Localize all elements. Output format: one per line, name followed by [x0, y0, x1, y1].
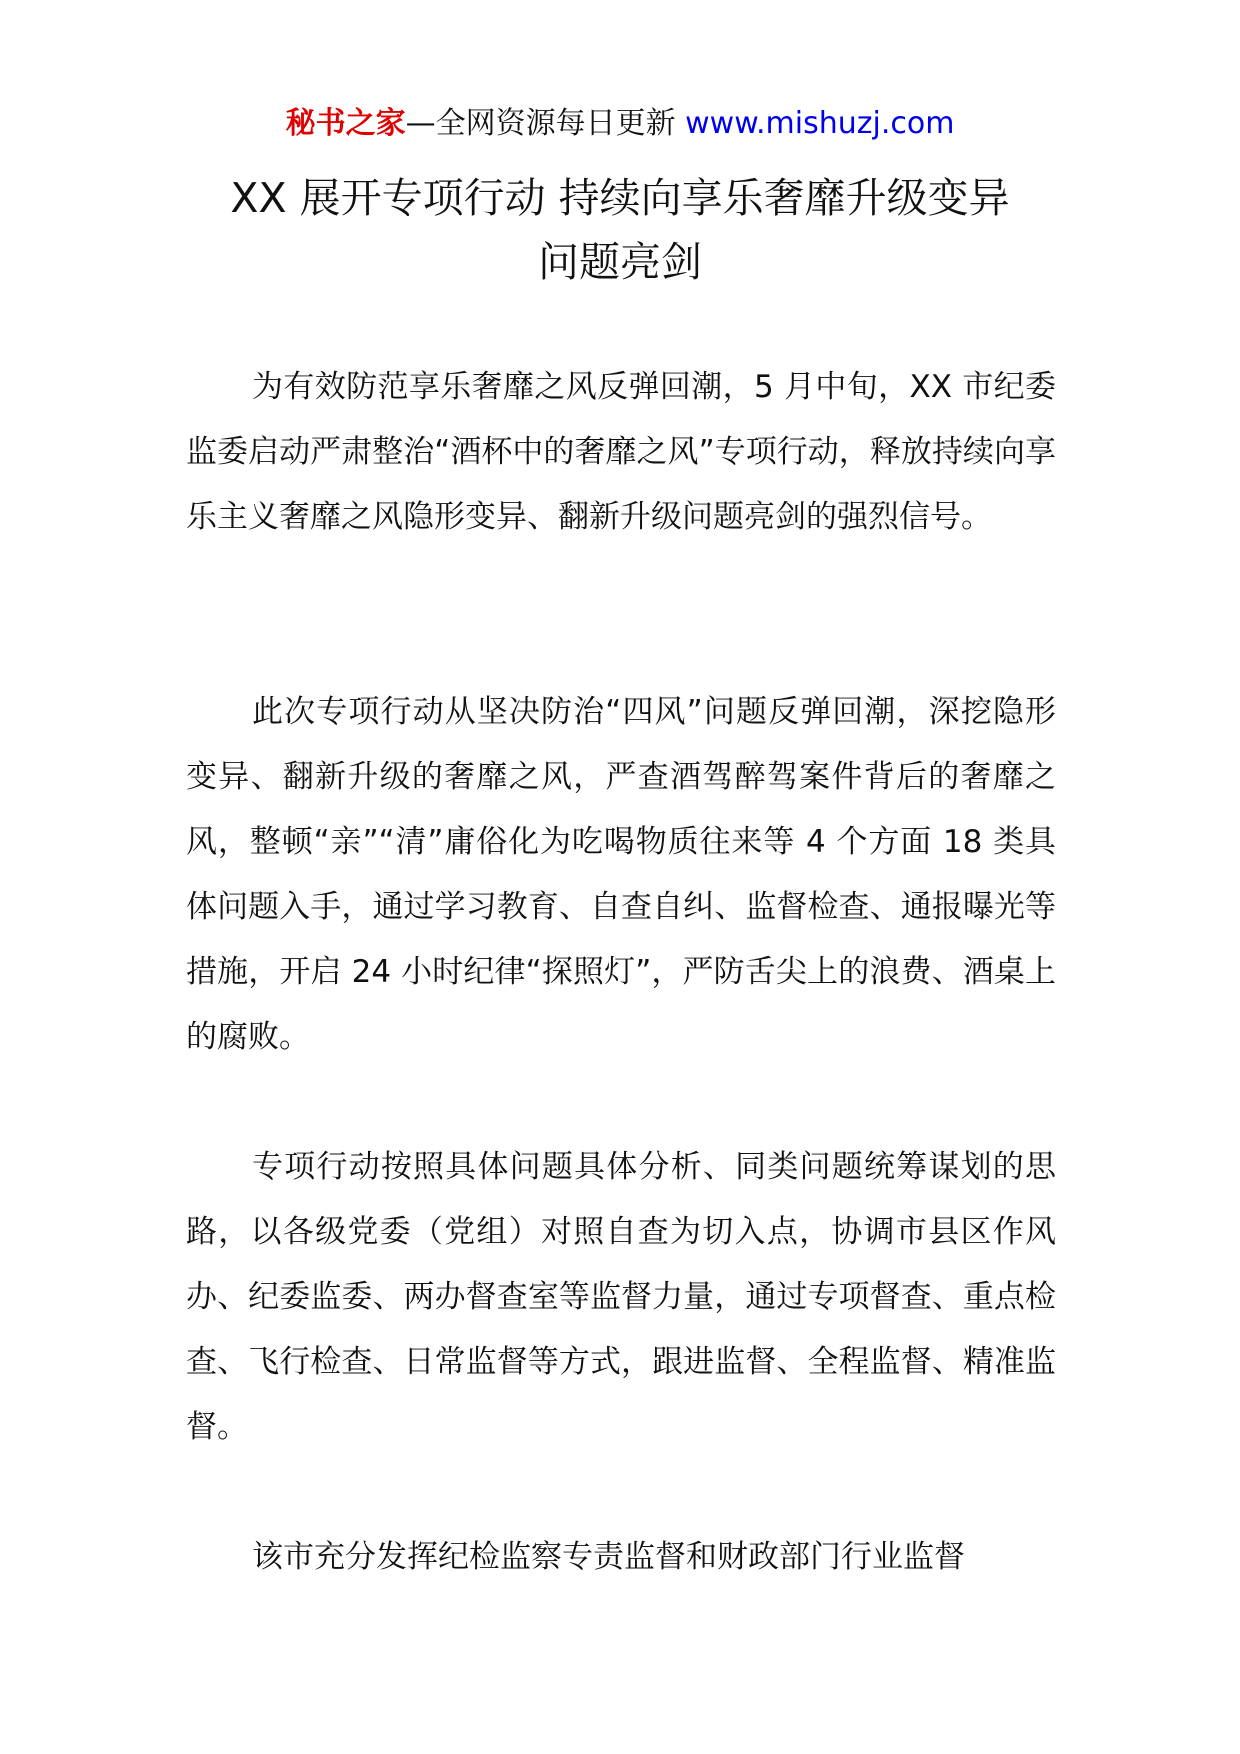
title-line-1: XX 展开专项行动 持续向享乐奢靡升级变异 [230, 174, 1010, 222]
header-tagline: —全网资源每日更新 [405, 106, 676, 141]
site-url-link[interactable]: www.mishuzj.com [685, 106, 955, 141]
paragraph-1: 为有效防范享乐奢靡之风反弹回潮，5 月中旬，XX 市纪委监委启动严肃整治“酒杯中的奢靡之风”专项行动，释放持续向享乐主义奢靡之风隐形变异、翻新升级问题亮剑的强烈信号。 [186, 369, 1056, 535]
site-header [0, 104, 1240, 144]
document-title [150, 166, 1090, 294]
paragraph-2: 此次专项行动从坚决防治“四风”问题反弹回潮，深挖隐形变异、翻新升级的奢靡之风，严查酒驾醉驾案件背后的奢靡之风，整顿“亲”“清”庸俗化为吃喝物质往来等 4 个方面 18 类具体问题入手，通过学习教育、自查自纠、监督检查、通报曝光等措施，开启 24 小时纪律“探照灯”，严防舌尖上的浪费、酒桌上的腐败。 [186, 694, 1056, 1055]
paragraph-3: 专项行动按照具体问题具体分析、同类问题统筹谋划的思路，以各级党委（党组）对照自查为切入点，协调市县区作风办、纪委监委、两办督查室等监督力量，通过专项督查、重点检查、飞行检查、日常监督等方式，跟进监督、全程监督、精准监督。 [186, 1149, 1056, 1445]
title-line-2: 问题亮剑 [538, 238, 702, 286]
brand-name: 秘书之家 [285, 106, 406, 141]
paragraph-4: 该市充分发挥纪检监察专责监督和财政部门行业监督 [252, 1539, 965, 1575]
